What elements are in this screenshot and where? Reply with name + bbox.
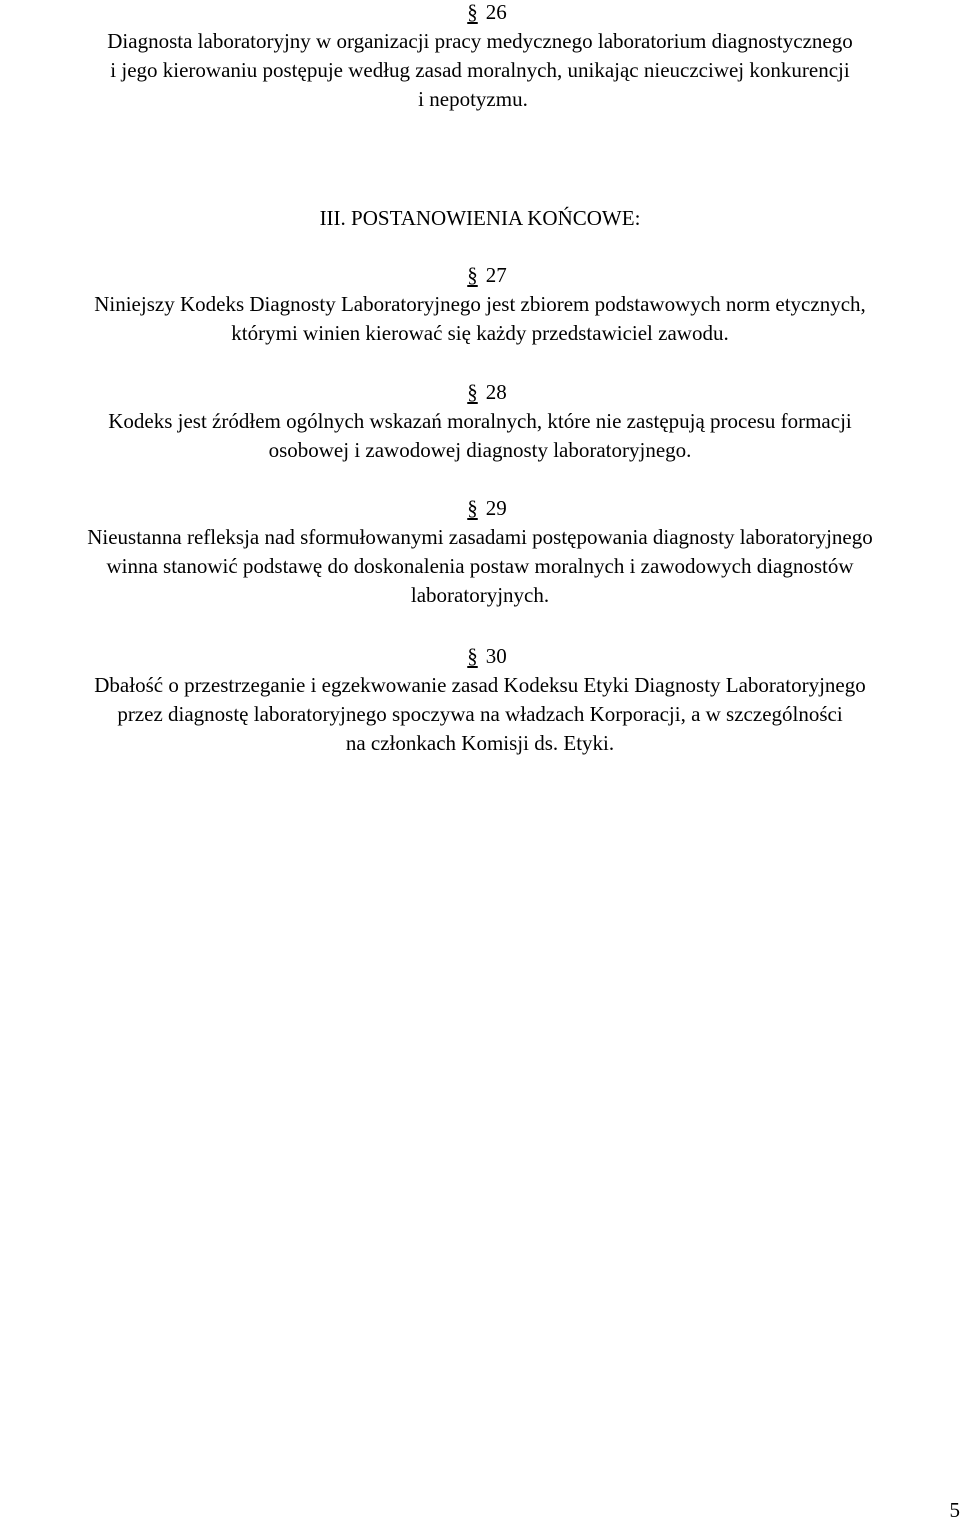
paragraph-line: laboratoryjnych. — [410, 583, 550, 607]
paragraph-line: winna stanowić podstawę do doskonalenia postaw moralnych i zawodowych diagnostów — [106, 554, 854, 578]
paragraph-30 — [0, 642, 960, 758]
paragraph-line: osobowej i zawodowej diagnosty laboratoryjnego. — [268, 438, 692, 462]
page-number: 5 — [949, 1498, 960, 1522]
paragraph-line: którymi winien kierować się każdy przedstawiciel zawodu. — [231, 321, 729, 345]
paragraph-line: Dbałość o przestrzeganie i egzekwowanie zasad Kodeksu Etyki Diagnosty Laboratoryjnego — [94, 673, 866, 697]
section-sign-icon: § — [467, 380, 478, 404]
paragraph-number: 27 — [485, 263, 507, 287]
paragraph-heading — [0, 494, 960, 523]
paragraph-line: na członkach Komisji ds. Etyki. — [345, 731, 615, 755]
section-sign-icon: § — [467, 644, 478, 668]
paragraph-line: i nepotyzmu. — [418, 87, 528, 111]
section-sign-icon: § — [467, 496, 478, 520]
paragraph-27 — [0, 261, 960, 348]
paragraph-heading — [0, 0, 960, 27]
paragraph-line: przez diagnostę laboratoryjnego spoczywa na władzach Korporacji, a w szczególności — [117, 702, 843, 726]
paragraph-number: 30 — [485, 644, 507, 668]
paragraph-line: Kodeks jest źródłem ogólnych wskazań moralnych, które nie zastępują procesu formacji — [108, 409, 852, 433]
paragraph-number: 28 — [485, 380, 507, 404]
paragraph-line: i jego kierowaniu postępuje według zasad moralnych, unikając nieuczciwej konkurencji — [110, 58, 850, 82]
paragraph-line: Niniejszy Kodeks Diagnosty Laboratoryjnego jest zbiorem podstawowych norm etycznych, — [94, 292, 866, 316]
paragraph-26 — [0, 0, 960, 114]
section-sign-icon: § — [467, 263, 478, 287]
paragraph-heading — [0, 261, 960, 290]
paragraph-heading — [0, 378, 960, 407]
paragraph-number: 29 — [485, 496, 507, 520]
paragraph-28 — [0, 378, 960, 465]
paragraph-29 — [0, 494, 960, 610]
section-title: III. POSTANOWIENIA KOŃCOWE: — [319, 206, 641, 230]
paragraph-heading — [0, 642, 960, 671]
paragraph-number: 26 — [485, 0, 507, 24]
paragraph-line: Diagnosta laboratoryjny w organizacji pracy medycznego laboratorium diagnostycznego — [107, 29, 853, 53]
section-sign-icon: § — [467, 0, 478, 24]
paragraph-line: Nieustanna refleksja nad sformułowanymi zasadami postępowania diagnosty laboratoryjnego — [87, 525, 873, 549]
